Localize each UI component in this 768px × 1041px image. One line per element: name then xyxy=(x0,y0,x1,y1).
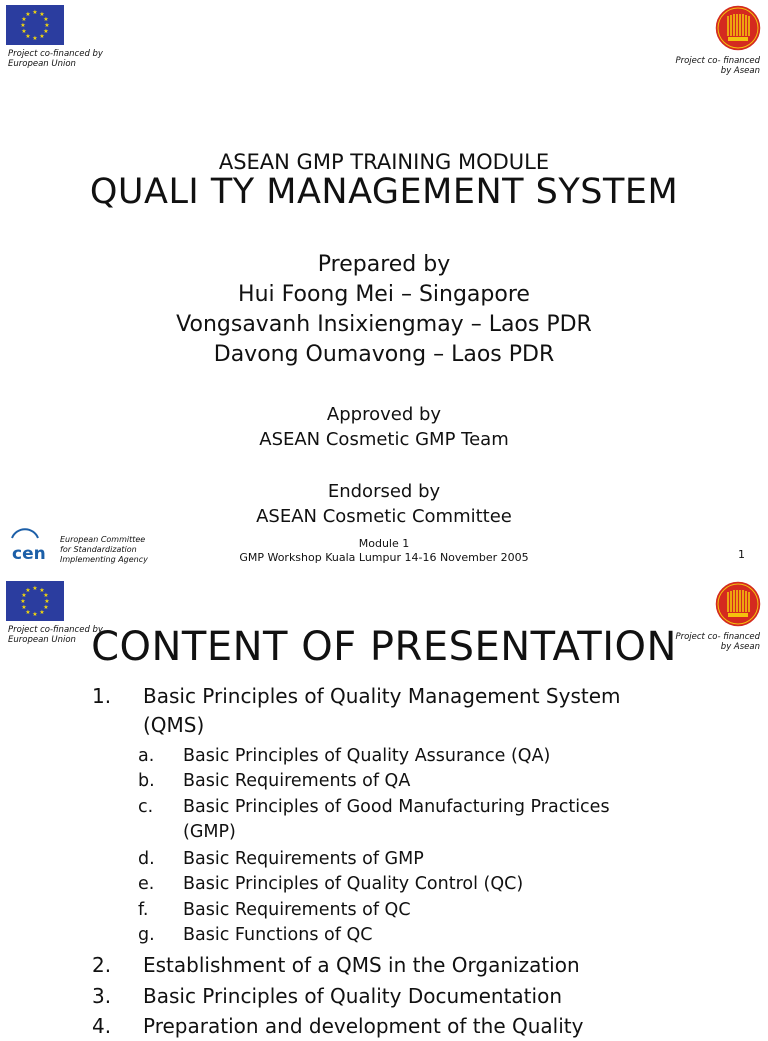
svg-text:★: ★ xyxy=(25,609,31,616)
svg-text:★: ★ xyxy=(39,33,45,40)
prepared-by-label: Prepared by xyxy=(317,252,451,277)
eu-cofinance-caption: Project co-financed by European Union xyxy=(8,49,103,69)
svg-text:★: ★ xyxy=(39,587,45,594)
slide-title: QUALI TY MANAGEMENT SYSTEM xyxy=(89,172,679,212)
svg-text:★: ★ xyxy=(32,611,38,618)
svg-text:★: ★ xyxy=(39,11,45,18)
svg-text:★: ★ xyxy=(43,604,49,611)
eu-flag-icon xyxy=(6,581,64,621)
asean-cofinance-caption: Project co- financed by Asean xyxy=(675,56,760,76)
author-line: Hui Foong Mei – Singapore xyxy=(238,282,530,307)
svg-text:★: ★ xyxy=(25,33,31,40)
svg-text:★: ★ xyxy=(44,22,50,29)
svg-text:★: ★ xyxy=(43,28,49,35)
svg-text:★: ★ xyxy=(39,609,45,616)
svg-text:★: ★ xyxy=(21,16,27,23)
author-line: Davong Oumavong – Laos PDR xyxy=(213,342,555,367)
svg-text:★: ★ xyxy=(20,22,26,29)
slide-title: CONTENT OF PRESENTATION xyxy=(91,624,677,670)
asean-logo-icon xyxy=(714,580,762,628)
svg-text:★: ★ xyxy=(25,11,31,18)
page-number: 1 xyxy=(738,548,745,561)
svg-text:cen: cen xyxy=(12,544,46,564)
svg-text:★: ★ xyxy=(44,598,50,605)
svg-text:★: ★ xyxy=(21,28,27,35)
svg-text:★: ★ xyxy=(25,587,31,594)
module-subtitle: ASEAN GMP TRAINING MODULE xyxy=(218,150,550,174)
slide-footer xyxy=(0,537,768,565)
footer-module: Module 1 xyxy=(358,537,410,550)
svg-text:★: ★ xyxy=(21,592,27,599)
svg-text:★: ★ xyxy=(32,585,38,592)
asean-logo-icon xyxy=(714,4,762,52)
endorsed-by-label: Endorsed by xyxy=(327,481,441,502)
svg-text:★: ★ xyxy=(43,592,49,599)
svg-text:★: ★ xyxy=(20,598,26,605)
svg-text:★: ★ xyxy=(21,604,27,611)
svg-text:★: ★ xyxy=(32,35,38,42)
svg-text:★: ★ xyxy=(43,16,49,23)
svg-text:★: ★ xyxy=(32,9,38,16)
eu-flag-icon xyxy=(6,5,64,45)
footer-workshop: GMP Workshop Kuala Lumpur 14-16 November 2005 xyxy=(239,551,529,564)
slide-2: ★ ★ ★ ★ ★ ★ ★ ★ ★ ★ ★ ★ Project co-financed by European Union Project co- financed by Asean CONTENT OF PRESENTATION 1. Basic Principles of Quality Management System (QMS) a. Basic Principles of Quality Assurance (QA) b. Basic Requirements of QA c. Basic Principles of Good Manufacturing Practices (GMP) d. Basic Requirements of GMP e. Basic Principles of Quality Control (QC) f. Basic Requirements of QC g. Basic Functions of QC 2. Establishment of a QMS in the Organization 3. Basic Principles of Quality Documentation 4. Preparation and development of the Quality xyxy=(0,576,768,1024)
endorsed-by-value: ASEAN Cosmetic Committee xyxy=(256,506,512,527)
approved-by-label: Approved by xyxy=(326,404,442,425)
author-line: Vongsavanh Insixiengmay – Laos PDR xyxy=(176,312,592,337)
eu-cofinance-caption: Project co-financed by European Union xyxy=(8,625,103,645)
asean-cofinance-caption: Project co- financed by Asean xyxy=(675,632,760,652)
cen-caption: European Committee for Standardization Implementing Agency xyxy=(60,535,148,564)
approved-by-value: ASEAN Cosmetic GMP Team xyxy=(259,429,509,450)
